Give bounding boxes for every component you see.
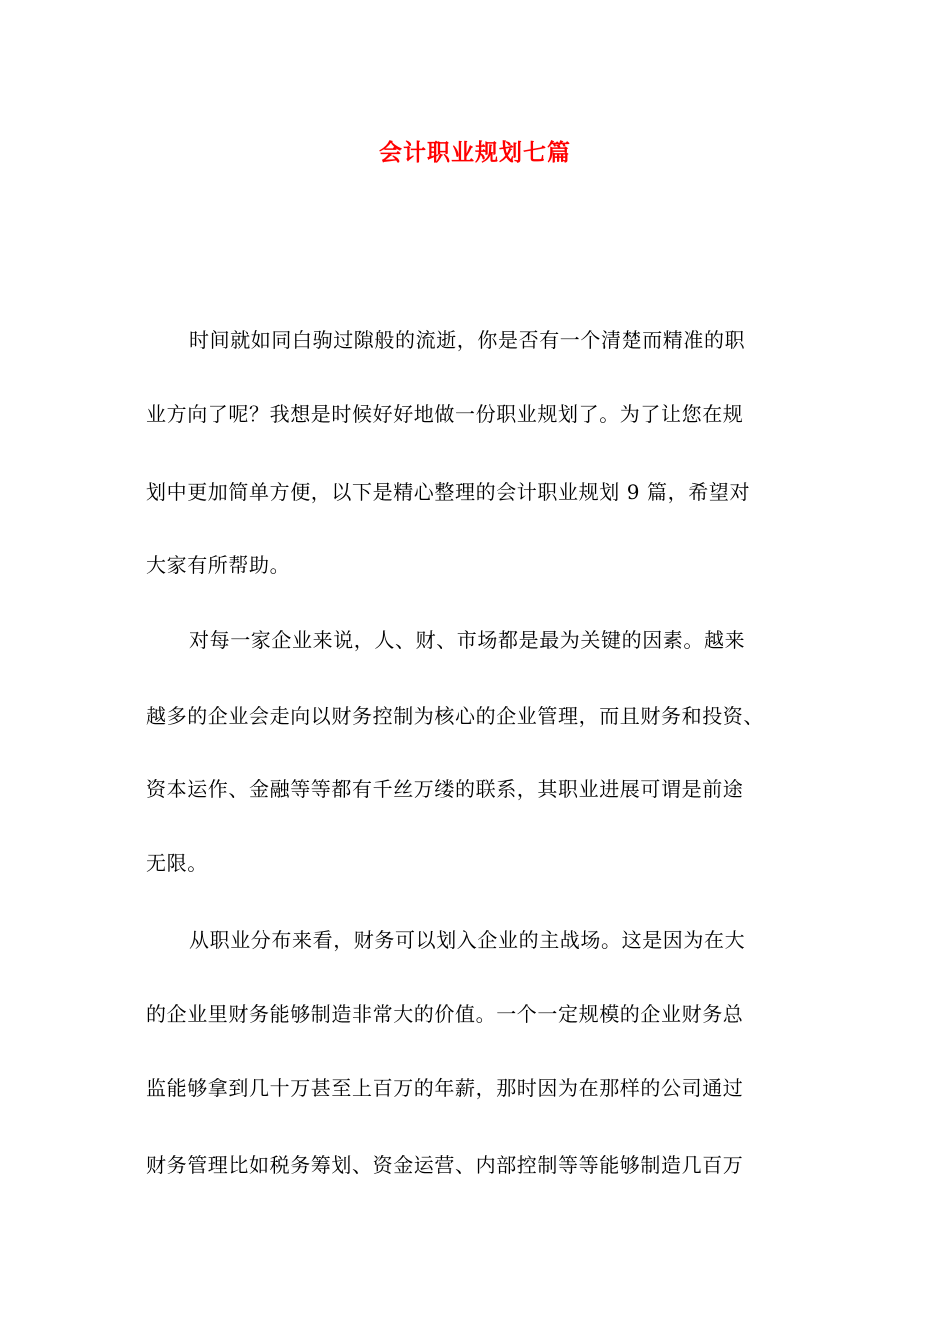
paragraph-3-line-1: 从职业分布来看，财务可以划入企业的主战场。这是因为在大 bbox=[189, 928, 746, 952]
paragraph-3-line-4: 财务管理比如税务筹划、资金运营、内部控制等等能够制造几百万 bbox=[146, 1153, 744, 1177]
paragraph-1-line-1: 时间就如同白驹过隙般的流逝，你是否有一个清楚而精准的职 bbox=[189, 328, 746, 352]
paragraph-1-line-2: 业方向了呢？我想是时候好好地做一份职业规划了。为了让您在规 bbox=[146, 402, 744, 426]
paragraph-2-line-1: 对每一家企业来说，人、财、市场都是最为关键的因素。越来 bbox=[189, 628, 746, 652]
paragraph-2-line-3: 资本运作、金融等等都有千丝万缕的联系，其职业进展可谓是前途 bbox=[146, 777, 744, 801]
paragraph-1-line-3: 划中更加简单方便，以下是精心整理的会计职业规划 9 篇，希望对 bbox=[146, 480, 751, 504]
paragraph-2-line-2: 越多的企业会走向以财务控制为核心的企业管理，而且财务和投资、 bbox=[146, 704, 764, 728]
paragraph-3-line-2: 的企业里财务能够制造非常大的价值。一个一定规模的企业财务总 bbox=[146, 1002, 744, 1026]
paragraph-2-line-4: 无限。 bbox=[146, 851, 208, 875]
document-title: 会计职业规划七篇 bbox=[379, 139, 571, 166]
paragraph-1-line-4: 大家有所帮助。 bbox=[146, 553, 291, 577]
paragraph-3-line-3: 监能够拿到几十万甚至上百万的年薪，那时因为在那样的公司通过 bbox=[146, 1076, 744, 1100]
